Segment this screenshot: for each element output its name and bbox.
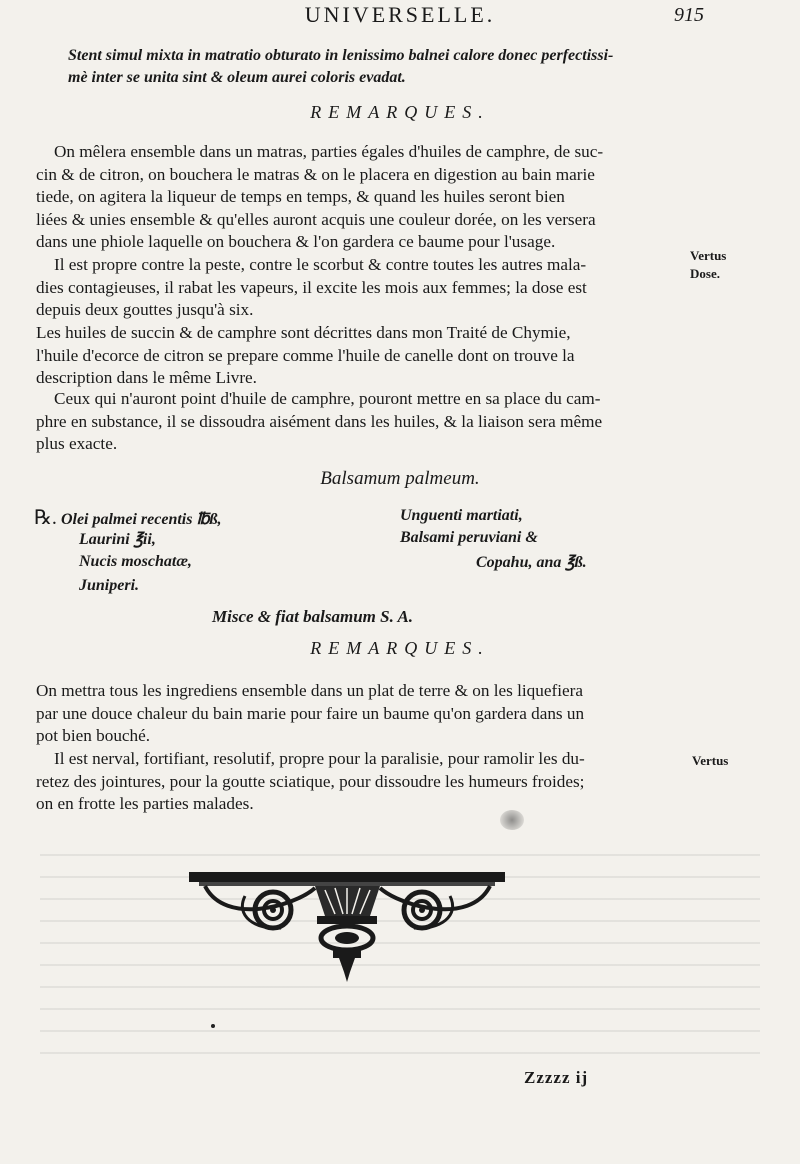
text-line: l'huile d'ecorce de citron se prepare comme l'huile de canelle dont on trouve la bbox=[36, 345, 575, 365]
ingredient-name: Copahu, ana bbox=[476, 554, 562, 571]
ingredient-line: Balsami peruviani & bbox=[400, 529, 538, 546]
remarques-heading-2: REMARQUES. bbox=[310, 638, 490, 658]
text-line: par une douce chaleur du bain marie pour faire un baume qu'on gardera dans un bbox=[36, 703, 585, 723]
text-line: plus exacte. bbox=[36, 434, 118, 454]
page-number: 915 bbox=[674, 4, 704, 26]
ingredient-line: Unguenti martiati, bbox=[400, 507, 523, 524]
text-line: liées & unies ensemble & qu'elles auront acquis une couleur dorée, on les versera bbox=[36, 209, 596, 229]
ingredient-line: Juniperi. bbox=[79, 577, 140, 594]
margin-note-vertus-2: Vertus bbox=[692, 753, 729, 768]
text-line: cin & de citron, on bouchera le matras & on le placera en digestion au bain marie bbox=[36, 164, 595, 184]
paragraph-method bbox=[36, 680, 686, 748]
ink-dot bbox=[211, 1024, 215, 1028]
ingredient-name: Laurini bbox=[79, 531, 130, 548]
running-title: UNIVERSELLE. bbox=[304, 2, 496, 27]
ingredient-quantity: ℥ß. bbox=[565, 554, 587, 571]
text-line: On mêlera ensemble dans un matras, parties égales d'huiles de camphre, de suc- bbox=[54, 142, 604, 161]
text-line: On mettra tous les ingrediens ensemble dans un plat de terre & on les liquefiera bbox=[36, 681, 583, 700]
text-line: Il est propre contre la peste, contre le scorbut & contre toutes les autres mala- bbox=[54, 255, 587, 274]
latin-line: Stent simul mixta in matratio obturato in lenissimo balnei calore donec perfectissi- bbox=[68, 47, 614, 64]
paragraph-virtues-2 bbox=[36, 748, 686, 816]
recipe-title: Balsamum palmeum. bbox=[320, 468, 480, 489]
text-line: on en frotte les parties malades. bbox=[36, 794, 254, 814]
text-line: Les huiles de succin & de camphre sont décrittes dans mon Traité de Chymie, bbox=[36, 323, 571, 342]
ingredient-line bbox=[79, 529, 156, 549]
margin-note-vertus: Vertus bbox=[690, 248, 727, 263]
latin-instruction bbox=[68, 45, 688, 89]
text-line: description dans le même Livre. bbox=[36, 368, 257, 388]
text-line: pot bien bouché. bbox=[36, 726, 151, 746]
ingredient-name: Olei palmei recentis bbox=[60, 511, 193, 528]
text-line: depuis deux gouttes jusqu'à six. bbox=[36, 300, 254, 320]
margin-note-dose: Dose. bbox=[690, 266, 720, 281]
ornament-tailpiece-icon bbox=[185, 866, 510, 986]
ink-smudge bbox=[500, 810, 524, 830]
paragraph-preparation bbox=[36, 141, 686, 254]
text-line: phre en substance, il se dissoudra aisément dans les huiles, & la liaison sera même bbox=[36, 411, 603, 431]
paragraph-substitute bbox=[36, 388, 686, 456]
latin-line: mè inter se unita sint & oleum aurei coloris evadat. bbox=[68, 69, 406, 86]
ingredient-line: Nucis moschatæ, bbox=[79, 553, 192, 570]
text-line: retez des jointures, pour la goutte sciatique, pour dissoudre les humeurs froides; bbox=[36, 771, 585, 791]
text-line: tiede, on agitera la liqueur de temps en temps, & quand les huiles seront bien bbox=[36, 187, 565, 207]
ingredient-quantity: ℔ß, bbox=[196, 511, 222, 528]
ingredient-line bbox=[476, 552, 587, 572]
ingredient-line bbox=[34, 505, 222, 530]
text-line: dans une phiole laquelle on bouchera & l'on gardera ce baume pour l'usage. bbox=[36, 232, 556, 252]
ingredient-quantity: ℥ii, bbox=[133, 531, 156, 548]
paragraph-references bbox=[36, 322, 686, 390]
remarques-heading-1: REMARQUES. bbox=[310, 102, 490, 122]
text-line: Ceux qui n'auront point d'huile de camphre, pouront mettre en sa place du cam- bbox=[54, 389, 601, 408]
text-line: Il est nerval, fortifiant, resolutif, propre pour la paralisie, pour ramolir les du- bbox=[54, 749, 585, 768]
paragraph-virtues bbox=[36, 254, 686, 322]
text-line: dies contagieuses, il rabat les vapeurs, il excite les mois aux femmes; la dose est bbox=[36, 277, 587, 297]
signature-mark: Zzzzz ij bbox=[524, 1068, 589, 1087]
misce-instruction: Misce & fiat balsamum S. A. bbox=[212, 607, 414, 626]
recipe-symbol: ℞. bbox=[34, 507, 57, 529]
